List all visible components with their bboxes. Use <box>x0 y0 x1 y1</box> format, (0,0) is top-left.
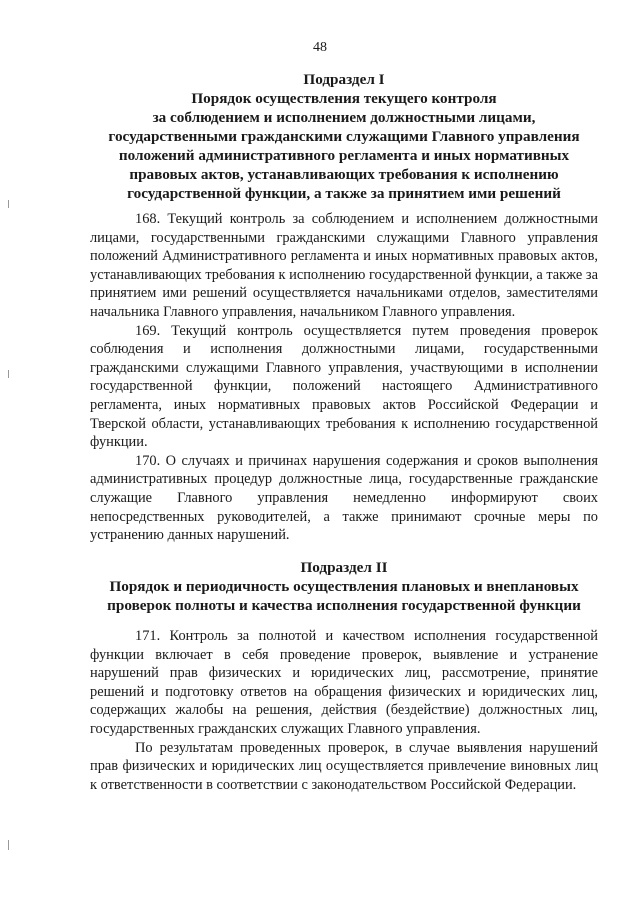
paragraph-169: 169. Текущий контроль осуществляется путем проведения проверок соблюдения и исполнения должностными лицами, государственными гражданскими служащими Главного управления, участвующими в исполнении государственной функции, положений настоящего Административного регламента, иных нормативных правовых актов Российской Федерации и Тверской области, устанавливающих требования к исполнению государственной функции. <box>90 322 598 451</box>
page-number: 48 <box>313 40 327 55</box>
paragraph-171: 171. Контроль за полнотой и качеством исполнения государственной функции включает в себя проведение проверок, выявление и устранение нарушений прав физических и юридических лиц, рассмотрение, принятие решений и подготовку ответов на обращения физических и юридических лиц, содержащих жалобы на решения, действия (бездействие) должностных лиц, государственных гражданских служащих Главного управления. <box>90 628 598 737</box>
subsection-1-title-text: Подраздел I <box>303 71 385 88</box>
paragraph-168: 168. Текущий контроль за соблюдением и исполнением должностными лицами, государственными гражданскими служащими Главного управления положений Административного регламента и иных нормативных правовых актов, устанавливающих требования к исполнению государственной функции, а также за принятием ими решений осуществляется начальниками отделов, заместителями начальника Главного управления, начальником Главного управления. <box>90 211 598 320</box>
subsection-1-heading-line: государственными гражданскими служащими Главного управления <box>108 128 580 145</box>
scan-edge-mark <box>8 200 9 208</box>
paragraph-results: По результатам проведенных проверок, в случае выявления нарушений прав физических и юридических лиц осуществляется привлечение виновных лиц к ответственности в соответствии с законодательством Российской Федерации. <box>90 739 598 793</box>
subsection-2-heading-line: Порядок и периодичность осуществления плановых и внеплановых <box>109 578 579 595</box>
scan-edge-mark <box>8 840 9 850</box>
subsection-2-title <box>90 558 598 615</box>
subsection-1-heading-line: правовых актов, устанавливающих требования к исполнению <box>129 166 559 183</box>
subsection-1-heading <box>90 70 598 203</box>
subsection-1-body <box>90 210 598 545</box>
subsection-2-heading <box>90 558 598 615</box>
subsection-2-heading-line: проверок полноты и качества исполнения государственной функции <box>107 597 581 614</box>
subsection-2-body <box>90 627 598 794</box>
subsection-2-title-text: Подраздел II <box>300 559 388 576</box>
subsection-1-heading-line: Порядок осуществления текущего контроля <box>191 90 497 107</box>
subsection-1-heading-line: государственной функции, а также за принятием ими решений <box>127 185 561 202</box>
paragraph-170: 170. О случаях и причинах нарушения содержания и сроков выполнения административных процедур должностные лица, государственные гражданские служащие Главного управления немедленно информируют своих непосредственных руководителей, а также принимают срочные меры по устранению данных нарушений. <box>90 452 598 544</box>
scan-edge-mark <box>8 370 9 378</box>
subsection-1-heading-line: положений административного регламента и иных нормативных <box>118 147 570 164</box>
subsection-1-heading-line: за соблюдением и исполнением должностными лицами, <box>152 109 536 126</box>
subsection-1-title <box>90 70 598 203</box>
